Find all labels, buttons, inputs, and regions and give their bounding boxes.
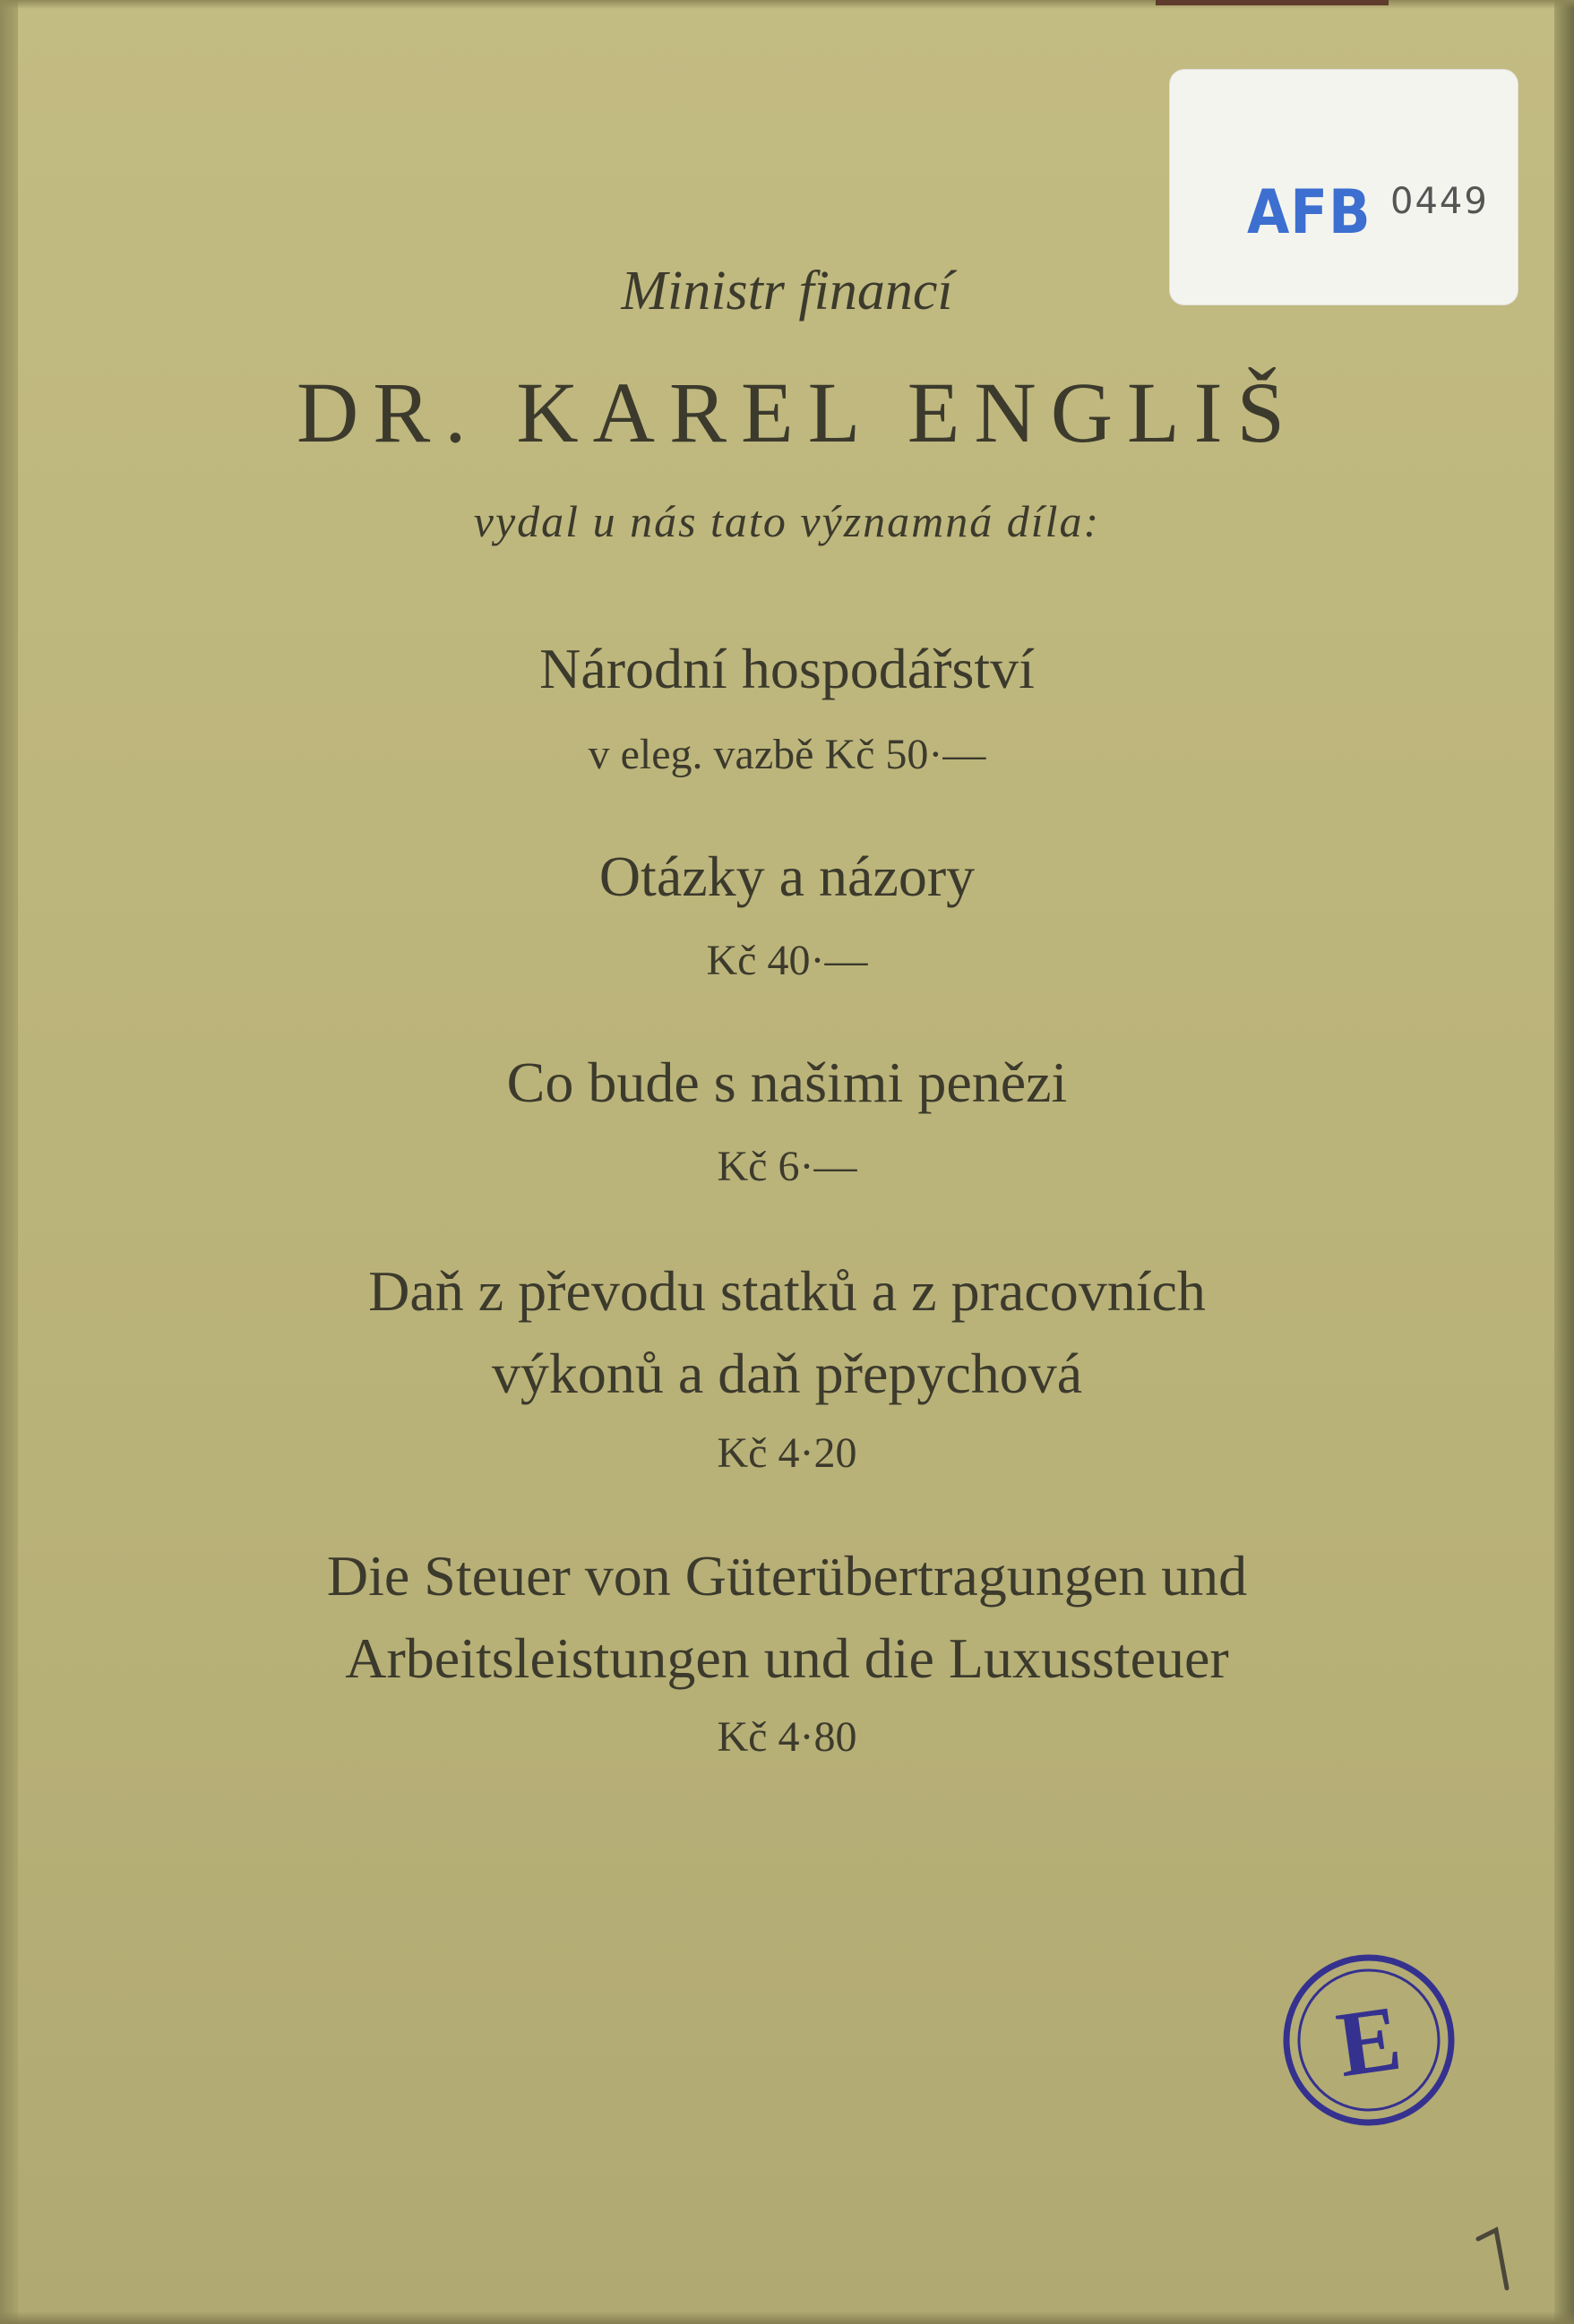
book-title-line-2: výkonů a daň přepychová (491, 1342, 1083, 1405)
book-title-line-1: Die Steuer von Güterübertragungen und (326, 1544, 1248, 1608)
pencil-mark (1469, 2185, 1541, 2293)
book-price: Kč 6·— (717, 1143, 857, 1190)
book-price: Kč 4·80 (717, 1713, 857, 1761)
book-title: Otázky a názory (598, 845, 976, 908)
stamp-letter: E (1330, 1985, 1407, 2097)
author-name: DR. KAREL ENGLIŠ (296, 364, 1300, 460)
book-price: Kč 4·20 (717, 1429, 857, 1477)
bottom-edge-shadow (0, 2311, 1574, 2324)
book-title: Národní hospodářství (539, 637, 1035, 700)
book-title-line-2: Arbeitsleistungen und die Luxussteuer (345, 1626, 1229, 1690)
catalog-label-number: 0449 (1390, 181, 1489, 222)
book-price: v eleg. vazbě Kč 50·— (588, 731, 986, 778)
library-stamp (1281, 1952, 1457, 2128)
top-edge-mark (1156, 0, 1389, 5)
book-title-line-1: Daň z převodu statků a z pracovních (368, 1259, 1206, 1323)
subtitle: Ministr financí (621, 261, 953, 322)
catalog-label-code: AFB (1247, 177, 1372, 248)
intro-line: vydal u nás tato významná díla: (473, 496, 1101, 546)
book-price: Kč 40·— (706, 937, 868, 984)
book-title: Co bude s našimi penězi (506, 1051, 1068, 1114)
